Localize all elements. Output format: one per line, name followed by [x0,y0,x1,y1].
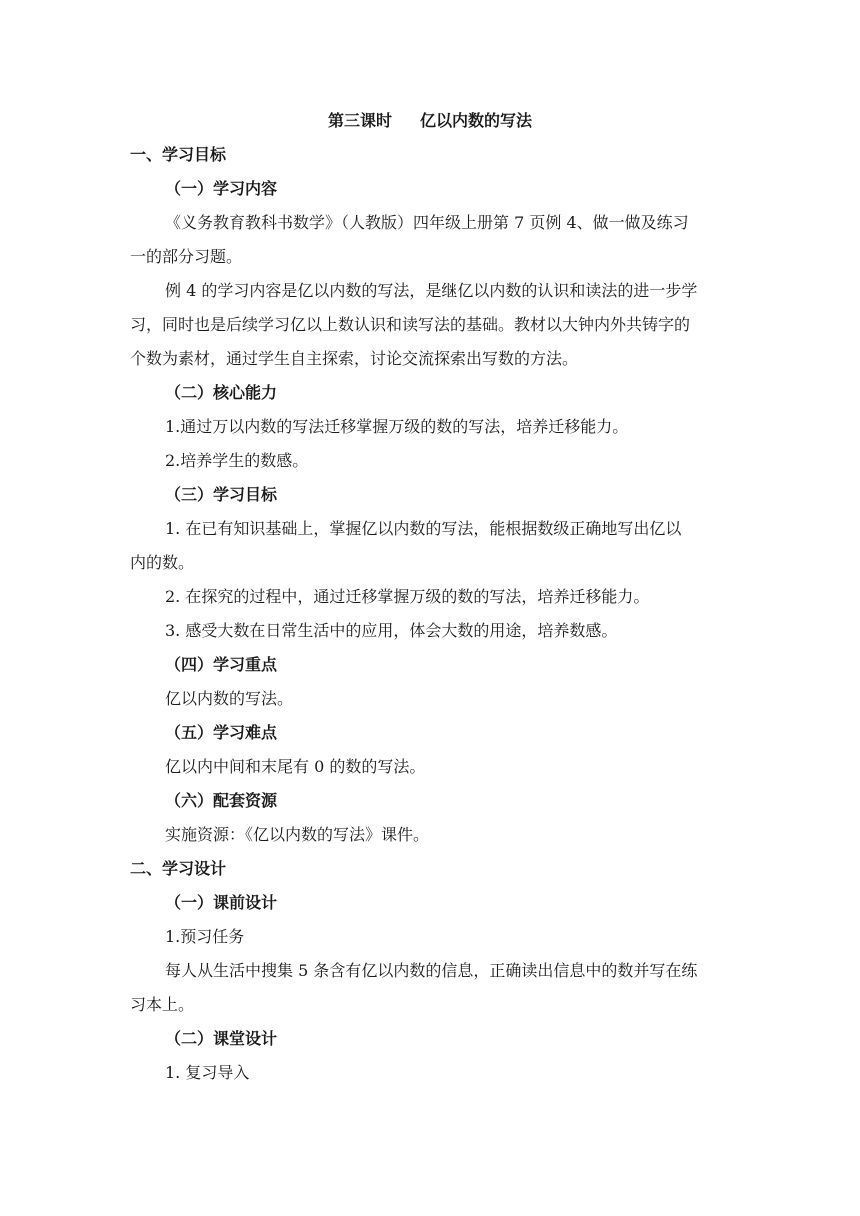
paragraph-line: 一的部分习题。 [130,247,243,266]
heading-learning-design: 二、学习设计 [130,859,227,878]
subheading-difficulties: （五）学习难点 [165,723,278,742]
paragraph-line: 亿以内中间和末尾有 0 的数的写法。 [165,757,426,776]
subheading-classroom: （二）课堂设计 [165,1029,278,1048]
lesson-title [130,104,730,138]
list-item-continued: 内的数。 [130,553,195,572]
subheading-content: （一）学习内容 [165,179,278,198]
paragraph-line: 例 4 的学习内容是亿以内数的写法，是继亿以内数的认识和读法的进一步学 [165,281,698,300]
paragraph-line: 亿以内数的写法。 [165,689,294,708]
list-item: 1. 在已有知识基础上，掌握亿以内数的写法，能根据数级正确地写出亿以 [165,519,682,538]
paragraph-line: 个数为素材，通过学生自主探索，讨论交流探索出写数的方法。 [130,349,579,368]
subheading-core-ability: （二）核心能力 [165,383,278,402]
paragraph-line: 习本上。 [130,995,195,1014]
subheading-objectives: （三）学习目标 [165,485,278,504]
subheading-resources: （六）配套资源 [165,791,278,810]
lesson-topic: 亿以内数的写法 [420,111,533,130]
list-item: 1.通过万以内数的写法迁移掌握万级的数的写法，培养迁移能力。 [165,417,629,436]
paragraph-line: 《义务教育教科书数学》（人教版）四年级上册第 7 页例 4、做一做及练习 [165,213,689,232]
paragraph-line: 实施资源：《亿以内数的写法》课件。 [165,825,430,844]
subheading-key-points: （四）学习重点 [165,655,278,674]
list-item: 1.预习任务 [165,927,245,946]
paragraph-line: 习，同时也是后续学习亿以上数认识和读写法的基础。教材以大钟内外共铸字的 [130,315,691,334]
list-item: 1. 复习导入 [165,1063,250,1082]
paragraph-line: 每人从生活中搜集 5 条含有亿以内数的信息，正确读出信息中的数并写在练 [165,961,698,980]
subheading-pre-class: （一）课前设计 [165,893,278,912]
list-item: 2. 在探究的过程中，通过迁移掌握万级的数的写法，培养迁移能力。 [165,587,650,606]
heading-learning-goals: 一、学习目标 [130,145,227,164]
lesson-number: 第三课时 [327,111,392,130]
list-item: 3. 感受大数在日常生活中的应用，体会大数的用途，培养数感。 [165,621,618,640]
list-item: 2.培养学生的数感。 [165,451,309,470]
